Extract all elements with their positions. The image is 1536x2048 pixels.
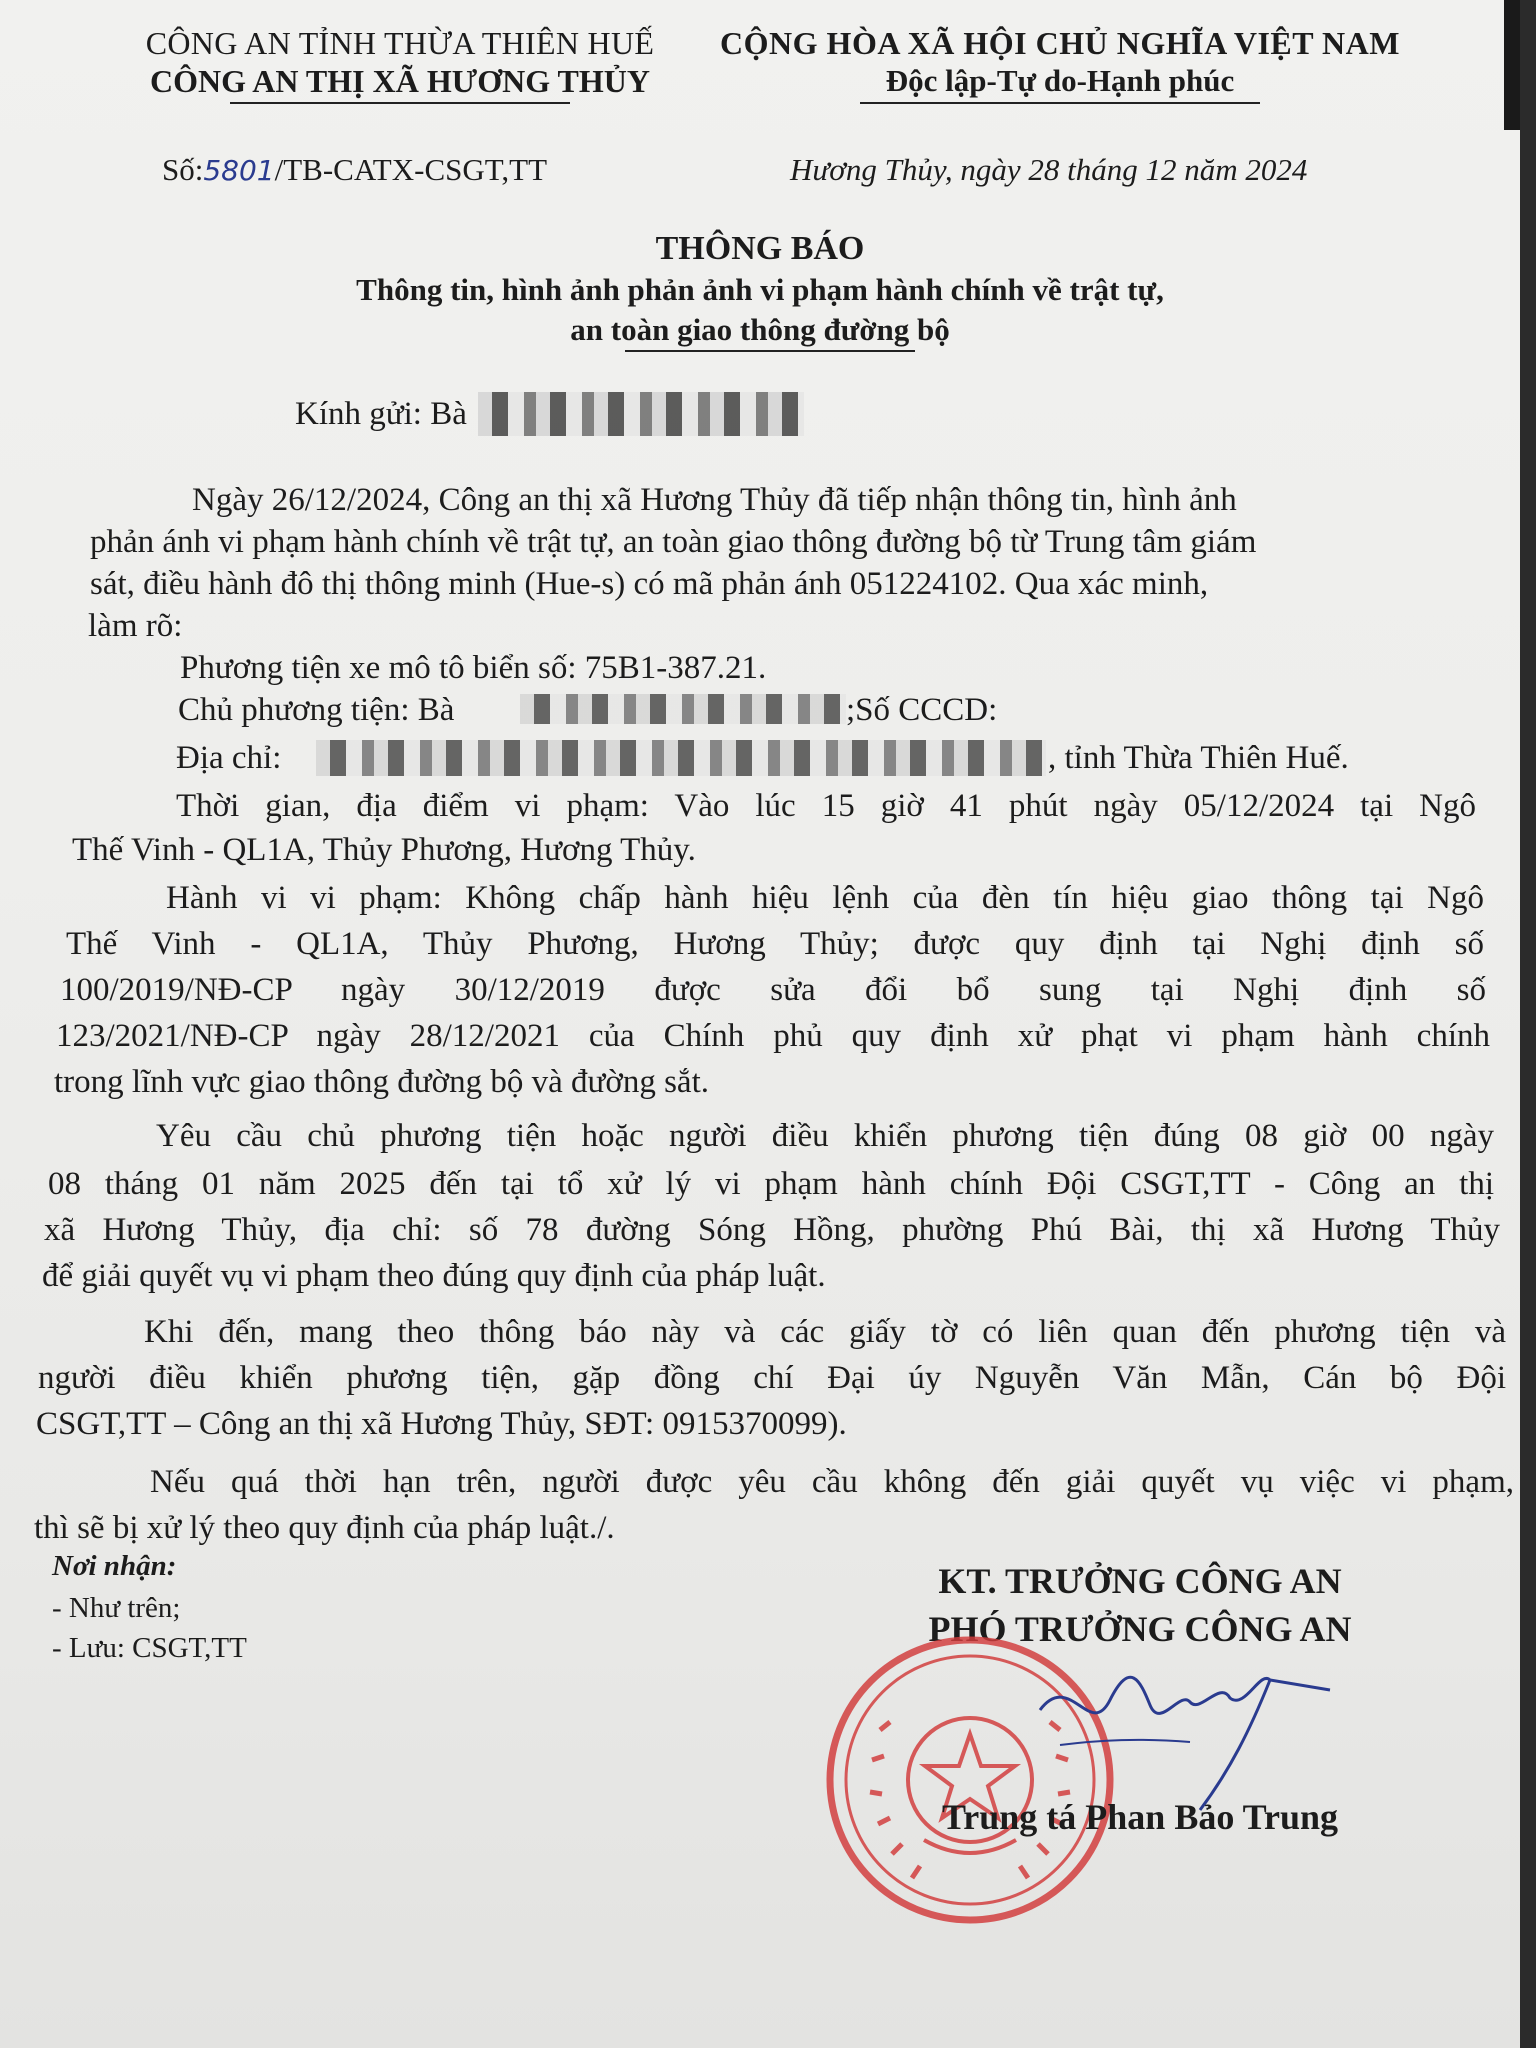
recipient-item: - Lưu: CSGT,TT — [52, 1632, 247, 1664]
vehicle-plate: Phương tiện xe mô tô biển số: 75B1-387.21. — [180, 650, 767, 686]
recipients-label: Nơi nhận: — [52, 1550, 177, 1582]
request-line3: xã Hương Thủy, địa chỉ: số 78 đường Sóng Hồng, phường Phú Bài, thị xã Hương Thủy — [44, 1212, 1500, 1248]
address-label: Địa chỉ: — [176, 740, 282, 776]
document-subtitle-2: an toàn giao thông đường bộ — [570, 312, 950, 347]
issuer-line2: CÔNG AN THỊ XÃ HƯƠNG THỦY — [150, 63, 650, 99]
national-title: CỘNG HÒA XÃ HỘI CHỦ NGHĨA VIỆT NAM — [720, 25, 1400, 61]
p1-line1: Ngày 26/12/2024, Công an thị xã Hương Thủy đã tiếp nhận thông tin, hình ảnh — [192, 482, 1237, 518]
request-line2: 08 tháng 01 năm 2025 đến tại tổ xử lý vi phạm hành chính Đội CSGT,TT - Công an thị — [48, 1166, 1494, 1202]
motto-underline — [860, 102, 1260, 104]
handwritten-signature — [1030, 1650, 1350, 1820]
subtitle-underline — [625, 350, 915, 352]
doc-number-suffix: /TB-CATX-CSGT,TT — [274, 152, 548, 187]
signatory-title-2: PHÓ TRƯỞNG CÔNG AN — [928, 1609, 1352, 1649]
act-line5: trong lĩnh vực giao thông đường bộ và đường sắt. — [54, 1064, 709, 1100]
doc-number-prefix: Số: — [162, 152, 204, 187]
national-header — [720, 24, 1400, 104]
act-line2: Thế Vinh - QL1A, Thủy Phương, Hương Thủy; được quy định tại Nghị định số — [66, 926, 1484, 962]
bring-line2: người điều khiển phương tiện, gặp đồng chí Đại úy Nguyễn Văn Mẫn, Cán bộ Đội — [38, 1360, 1506, 1396]
place-date: Hương Thủy, ngày 28 tháng 12 năm 2024 — [790, 152, 1308, 187]
redacted-recipient-name — [478, 392, 804, 436]
document-subtitle-1: Thông tin, hình ảnh phản ảnh vi phạm hành chính về trật tự, — [356, 272, 1164, 307]
late-line2: thì sẽ bị xử lý theo quy định của pháp luật./. — [34, 1510, 615, 1546]
act-line4: 123/2021/NĐ-CP ngày 28/12/2021 của Chính phủ quy định xử phạt vi phạm hành chính — [56, 1018, 1490, 1054]
document-title: THÔNG BÁO — [655, 230, 865, 267]
p1-line2: phản ánh vi phạm hành chính về trật tự, an toàn giao thông đường bộ từ Trung tâm giám — [90, 524, 1257, 560]
p1-line3: sát, điều hành đô thị thông minh (Hue-s) có mã phản ánh 051224102. Qua xác minh, — [90, 566, 1209, 602]
request-line1: Yêu cầu chủ phương tiện hoặc người điều khiển phương tiện đúng 08 giờ 00 ngày — [156, 1118, 1494, 1154]
background-edge — [1504, 0, 1520, 130]
signer-name: Trung tá Phan Bảo Trung — [941, 1797, 1339, 1837]
owner-id-label: ;Số CCCD: — [846, 692, 998, 728]
doc-number-handwritten: 5801 — [203, 154, 275, 187]
address-province: , tỉnh Thừa Thiên Huế. — [1048, 740, 1349, 776]
issuer-header — [110, 24, 690, 104]
act-line1: Hành vi vi phạm: Không chấp hành hiệu lệnh của đèn tín hiệu giao thông tại Ngô — [166, 880, 1484, 916]
recipient-line: Kính gửi: Bà — [295, 396, 467, 432]
bring-line3: CSGT,TT – Công an thị xã Hương Thủy, SĐT: 0915370099). — [36, 1406, 847, 1442]
recipient-item: - Như trên; — [52, 1592, 181, 1624]
signatory-title-1: KT. TRƯỞNG CÔNG AN — [938, 1561, 1342, 1601]
issuer-line1: CÔNG AN TỈNH THỪA THIÊN HUẾ — [145, 25, 655, 61]
time-line2: Thế Vinh - QL1A, Thủy Phương, Hương Thủy. — [72, 832, 696, 868]
document-number — [162, 152, 547, 188]
bring-line1: Khi đến, mang theo thông báo này và các giấy tờ có liên quan đến phương tiện và — [144, 1314, 1506, 1350]
national-motto: Độc lập-Tự do-Hạnh phúc — [885, 63, 1235, 98]
late-line1: Nếu quá thời hạn trên, người được yêu cầu không đến giải quyết vụ việc vi phạm, — [150, 1464, 1514, 1500]
redacted-address — [316, 740, 1046, 776]
issuer-underline — [230, 102, 570, 104]
owner-label: Chủ phương tiện: Bà — [178, 692, 455, 728]
redacted-owner-name — [520, 694, 846, 724]
time-line1: Thời gian, địa điểm vi phạm: Vào lúc 15 giờ 41 phút ngày 05/12/2024 tại Ngô — [176, 788, 1476, 824]
act-line3: 100/2019/NĐ-CP ngày 30/12/2019 được sửa đổi bổ sung tại Nghị định số — [60, 972, 1486, 1008]
p1-line4: làm rõ: — [88, 608, 183, 644]
request-line4: để giải quyết vụ vi phạm theo đúng quy định của pháp luật. — [42, 1258, 826, 1294]
